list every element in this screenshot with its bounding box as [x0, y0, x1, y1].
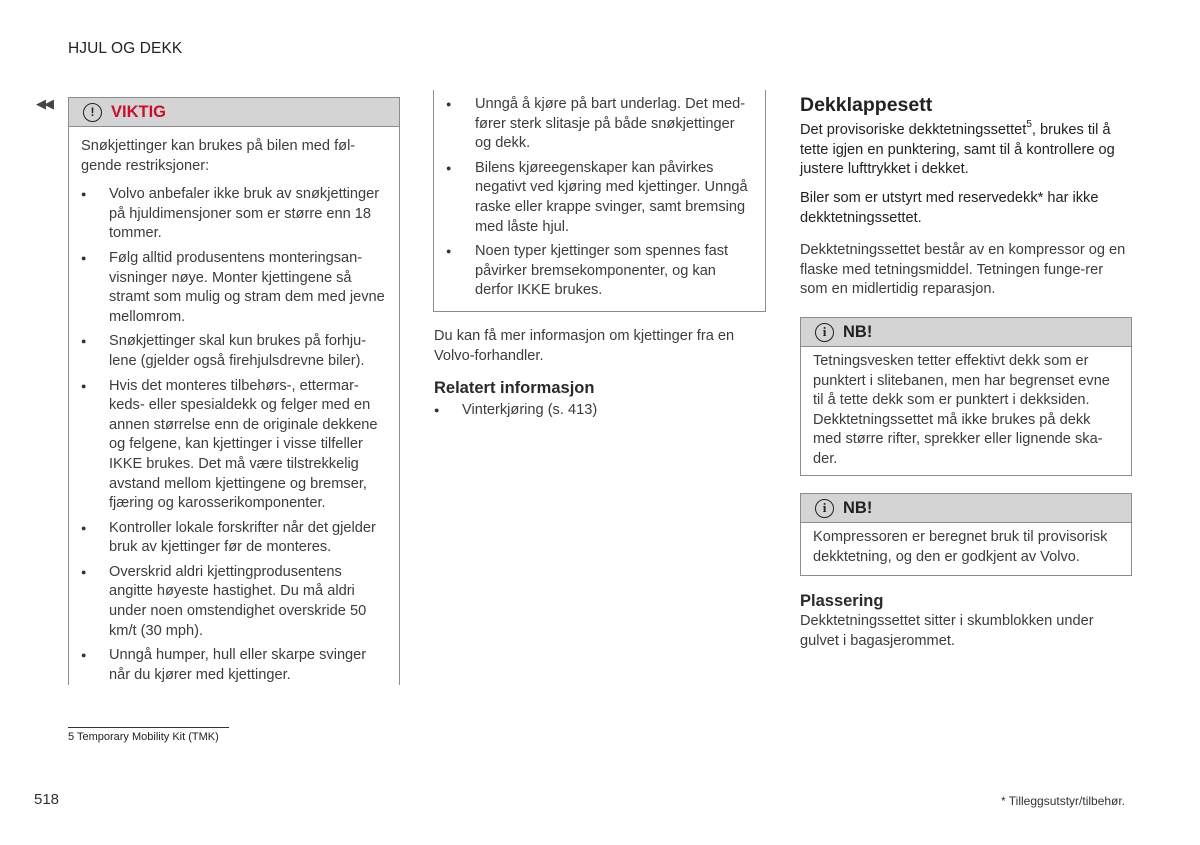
important-list-continued [446, 95, 753, 301]
note-box-header [801, 318, 1131, 347]
spare-tyre-paragraph: Biler som er utstyrt med reservedekk* har ikke dekktetningssettet. [800, 190, 1099, 226]
important-intro: Snøkjettinger kan brukes på bilen med føl-gende restriksjoner: [81, 138, 356, 174]
important-box [68, 97, 400, 685]
list-item: ● Unngå humper, hull eller skarpe svinger når du kjører med kjettinger. [81, 646, 387, 685]
note-title: NB! [843, 498, 873, 517]
section-header: HJUL OG DEKK [68, 40, 183, 57]
note-box-header [801, 494, 1131, 523]
important-box-continued [433, 90, 766, 312]
important-box-header [69, 98, 399, 127]
related-info-list [434, 401, 764, 426]
important-title: VIKTIG [111, 102, 167, 121]
list-item: ● Hvis det monteres tilbehørs-, ettermar-keds- eller spesialdekk og felger med en annen størrelse enn de originale dekkene og felgene, kan kjettinger i visse tilfeller IKKE brukes. Det må være tilstrekkelig avstand mellom kjettingene og bremser, fjæring og karosserikomponenter. [81, 377, 387, 514]
info-icon: i [815, 323, 834, 342]
placement-heading: Plassering [800, 592, 884, 610]
note-box [800, 493, 1132, 576]
kit-description-paragraph: Dekktetningssettet består av en kompressor og en flaske med tetningsmiddel. Tetningen funge-rer som en midlertidig reparasjon. [800, 242, 1126, 298]
placement-paragraph: Dekktetningssettet sitter i skumblokken under gulvet i bagasjerommet. [800, 613, 1094, 649]
list-item: ● Unngå å kjøre på bart underlag. Det med-fører sterk slitasje på både snøkjettinger og dekk. [446, 95, 753, 154]
list-item: ● Kontroller lokale forskrifter når det gjelder bruk av kjettinger før de monteres. [81, 519, 387, 558]
list-item: ● Volvo anbefaler ikke bruk av snøkjettinger på hjuldimensjoner som er større enn 18 tommer. [81, 185, 387, 244]
list-item: ● Snøkjettinger skal kun brukes på forhju-lene (gjelder også firehjulsdrevne biler). [81, 332, 387, 371]
continued-arrows-icon: ◀◀ [36, 96, 52, 111]
info-icon: i [815, 499, 834, 518]
warning-icon: ! [83, 103, 102, 122]
list-item: ● Overskrid aldri kjettingprodusentens angitte høyeste hastighet. Du må aldri under noen omstendighet overskride 50 km/t (30 mph). [81, 563, 387, 641]
section-title: Dekklappesett [800, 94, 933, 116]
important-body [69, 127, 399, 685]
note-text: Tetningsvesken tetter effektivt dekk som er punktert i slitebanen, men har begrenset evne til å tette dekk som er punktert i dekksiden. Dekktetningssettet må ikke brukes på dekk med større rifter, sprekker eller lignende ska-der. [813, 353, 1110, 467]
related-link[interactable]: ● Vinterkjøring (s. 413) [434, 401, 764, 421]
list-item: ● Følg alltid produsentens monteringsan-visninger nøye. Monter kjettingene så stramt som mulig og stram dem med jevne mellomrom. [81, 249, 387, 327]
important-list [81, 185, 387, 685]
list-item: ● Bilens kjøreegenskaper kan påvirkes negativt ved kjøring med kjettinger. Unngå raske eller krappe svinger, samt bremsing med låste hjul. [446, 159, 753, 237]
footnote-divider [68, 727, 229, 728]
intro-paragraph: Det provisoriske dekktetningssettet$^5$, brukes til å tette igjen en punktering, samt til å kontrollere og justere lufttrykket i dekket. [800, 119, 1115, 178]
note-text: Kompressoren er beregnet bruk til provisorisk dekktetning, og den er godkjent av Volvo. [813, 529, 1108, 565]
footnote-ref: 5 [1026, 119, 1032, 131]
footnote: 5 Temporary Mobility Kit (TMK) [68, 731, 219, 743]
note-title: NB! [843, 322, 873, 341]
dealer-info-paragraph: Du kan få mer informasjon om kjettinger fra en Volvo-forhandler. [434, 328, 735, 364]
related-info-heading: Relatert informasjon [434, 379, 595, 397]
list-item: ● Noen typer kjettinger som spennes fast påvirker bremsekomponenter, og kan derfor IKKE brukes. [446, 242, 753, 301]
page-number: 518 [34, 791, 60, 808]
note-box [800, 317, 1132, 476]
accessory-note: * Tilleggsutstyr/tilbehør. [1001, 794, 1126, 808]
